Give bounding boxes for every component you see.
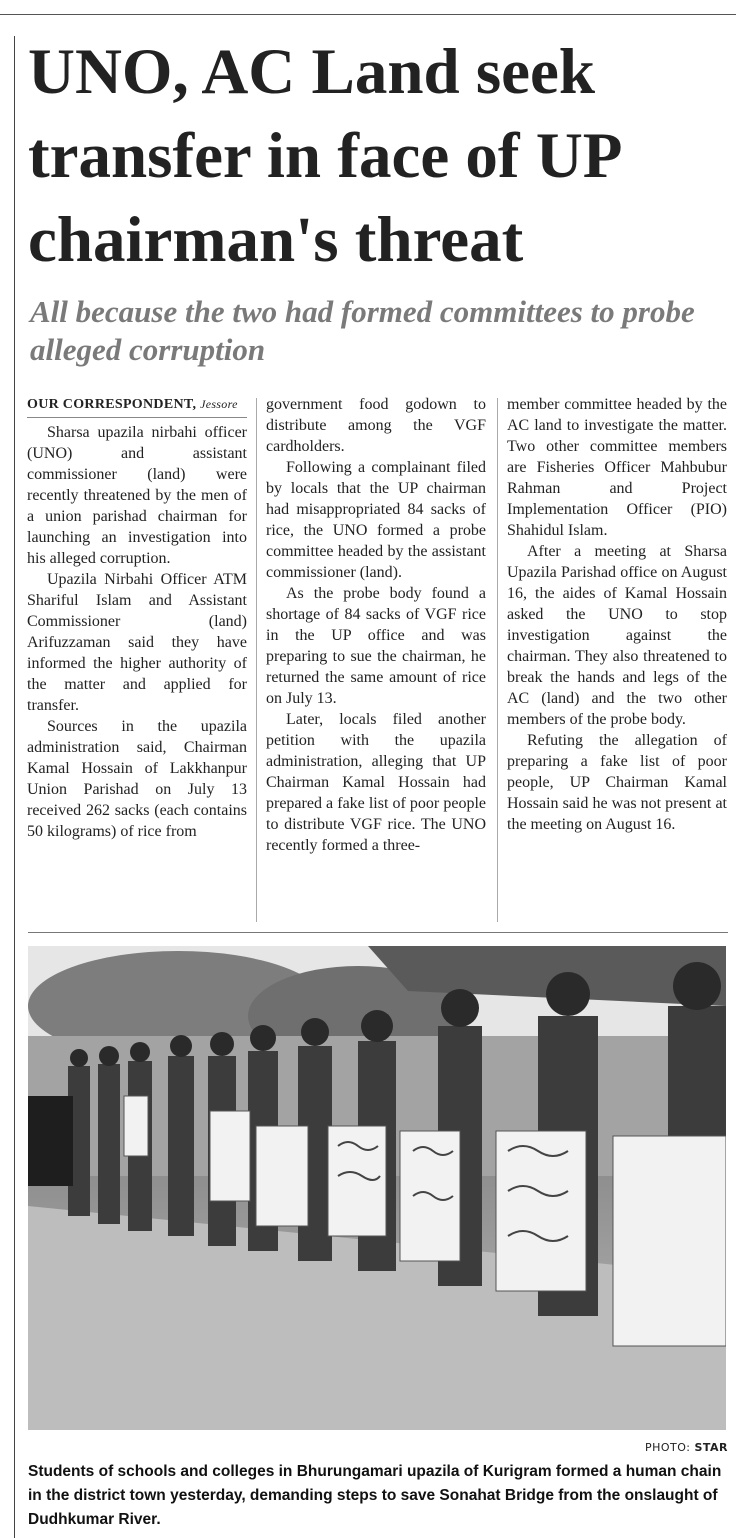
paragraph: Sources in the upazila administration said, Chairman Kamal Hossain of Lakkhanpur Union Parishad on July 13 received 262 sacks (each contains 50 kilograms) of rice from <box>27 718 247 840</box>
headline: UNO, AC Land seek transfer in face of UP chairman's threat <box>28 36 619 276</box>
paragraph: As the probe body found a shortage of 84 sacks of VGF rice in the UP office and was preparing to sue the chairman, he returned the same amount of rice on July 13. <box>266 585 486 707</box>
paragraph: Later, locals filed another petition with the upazila administration, alleging that UP Chairman Kamal Hossain had prepared a fake list of poor people to distribute VGF rice. The UNO recently formed a three- <box>266 711 486 854</box>
section-divider <box>28 932 728 933</box>
adjacent-column-edge <box>0 36 15 1538</box>
paragraph: government food godown to distribute among the VGF cardholders. <box>266 396 486 455</box>
column-rule <box>256 398 257 922</box>
subheadline: All because the two had formed committees to probe alleged corruption <box>30 294 695 367</box>
column-rule <box>497 398 498 922</box>
page-header-rule <box>0 0 736 15</box>
paragraph: Following a complainant filed by locals that the UP chairman had misappropriated 84 sacks of rice, the UNO formed a probe committee headed by the assistant commissioner (land). <box>266 459 486 581</box>
article-column-1 <box>27 394 247 842</box>
article-column-2 <box>266 394 486 856</box>
byline-author: OUR CORRESPONDENT, <box>27 397 197 412</box>
paragraph: Upazila Nirbahi Officer ATM Shariful Islam and Assistant Commissioner (land) Arifuzzaman said they have informed the higher authority of the matter and applied for transfer. <box>27 571 247 714</box>
byline <box>27 394 247 418</box>
paragraph: Refuting the allegation of preparing a fake list of poor people, UP Chairman Kamal Hossain said he was not present at the meeting on August 16. <box>507 732 727 833</box>
paragraph: member committee headed by the AC land to investigate the matter. Two other committee members are Fisheries Officer Mahbubur Rahman and Project Implementation Officer (PIO) Shahidul Islam. <box>507 396 727 539</box>
photo-credit <box>645 1441 728 1454</box>
photo-credit-source: STAR <box>694 1441 728 1454</box>
article-column-3 <box>507 394 727 835</box>
news-photo <box>28 946 726 1430</box>
paragraph: After a meeting at Sharsa Upazila Parishad office on August 16, the aides of Kamal Hossain asked the UNO to stop investigation against the chairman. They also threatened to break the hands and legs of the AC (land) and the two other members of the probe body. <box>507 543 727 728</box>
byline-location: Jessore <box>200 397 238 411</box>
paragraph: Sharsa upazila nirbahi officer (UNO) and assistant commissioner (land) were recently threatened by the men of a union parishad chairman for launching an investigation into his alleged corruption. <box>27 424 247 567</box>
photo-caption: Students of schools and colleges in Bhurungamari upazila of Kurigram formed a human chain in the district town yesterday, demanding steps to save Sonahat Bridge from the onslaught of Dudhkumar River. <box>28 1463 722 1528</box>
photo-credit-label: PHOTO: <box>644 1441 691 1454</box>
